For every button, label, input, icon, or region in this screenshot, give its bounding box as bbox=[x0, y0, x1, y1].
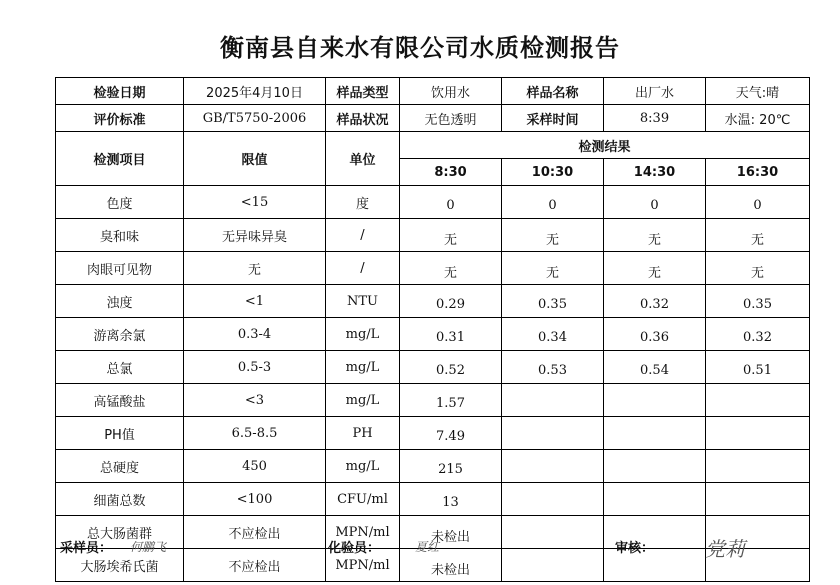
cell-limit: 0.3-4 bbox=[184, 318, 326, 351]
cell-item: 总硬度 bbox=[56, 450, 184, 483]
cell-unit: PH bbox=[326, 417, 400, 450]
cell-result: 无 bbox=[400, 219, 502, 252]
report-table bbox=[55, 77, 810, 582]
cell-item: 大肠埃希氏菌 bbox=[56, 549, 184, 582]
cell-result bbox=[502, 384, 604, 417]
cell-result bbox=[604, 417, 706, 450]
cell-result: 未检出 bbox=[400, 516, 502, 549]
value-sample-condition: 无色透明 bbox=[400, 105, 502, 132]
tester-label: 化验员： bbox=[328, 541, 381, 556]
cell-item: 总氯 bbox=[56, 351, 184, 384]
cell-item: 高锰酸盐 bbox=[56, 384, 184, 417]
cell-item: 总大肠菌群 bbox=[56, 516, 184, 549]
cell-item: 细菌总数 bbox=[56, 483, 184, 516]
cell-item: PH值 bbox=[56, 417, 184, 450]
cell-result: 0.54 bbox=[604, 351, 706, 384]
table-row bbox=[56, 252, 810, 285]
table-row bbox=[56, 450, 810, 483]
cell-result bbox=[502, 450, 604, 483]
value-standard: GB/T5750-2006 bbox=[184, 105, 326, 132]
cell-result bbox=[706, 483, 810, 516]
cell-result: 0 bbox=[706, 186, 810, 219]
cell-result: 1.57 bbox=[400, 384, 502, 417]
value-sample-name: 出厂水 bbox=[604, 78, 706, 105]
cell-limit: 无异味异臭 bbox=[184, 219, 326, 252]
cell-result: 0.52 bbox=[400, 351, 502, 384]
table-row bbox=[56, 285, 810, 318]
cell-unit: MPN/ml bbox=[326, 516, 400, 549]
label-sampling-time: 采样时间 bbox=[502, 105, 604, 132]
report-title: 衡南县自来水有限公司水质检测报告 bbox=[220, 34, 620, 62]
sampler-signature: 何鹏飞 bbox=[130, 540, 167, 554]
cell-limit: 450 bbox=[184, 450, 326, 483]
cell-result: 0.35 bbox=[706, 285, 810, 318]
cell-result bbox=[706, 450, 810, 483]
table-row bbox=[56, 351, 810, 384]
label-standard: 评价标准 bbox=[56, 105, 184, 132]
cell-unit: CFU/ml bbox=[326, 483, 400, 516]
table-row bbox=[56, 384, 810, 417]
value-sample-type: 饮用水 bbox=[400, 78, 502, 105]
value-sampling-time: 8:39 bbox=[604, 105, 706, 132]
cell-unit: MPN/ml bbox=[326, 549, 400, 582]
cell-result: 0.34 bbox=[502, 318, 604, 351]
cell-item: 浊度 bbox=[56, 285, 184, 318]
cell-limit: <1 bbox=[184, 285, 326, 318]
cell-limit: 不应检出 bbox=[184, 516, 326, 549]
cell-result: 0.31 bbox=[400, 318, 502, 351]
col-header-time-1: 8:30 bbox=[400, 159, 502, 186]
cell-result bbox=[604, 384, 706, 417]
value-weather: 天气:晴 bbox=[706, 78, 810, 105]
cell-unit: / bbox=[326, 252, 400, 285]
reviewer-label: 审核： bbox=[615, 541, 655, 556]
tester-signature: 夏红 bbox=[415, 540, 440, 554]
value-test-date: 2025年4月10日 bbox=[184, 78, 326, 105]
cell-result bbox=[604, 450, 706, 483]
cell-unit: mg/L bbox=[326, 318, 400, 351]
cell-result: 0 bbox=[502, 186, 604, 219]
cell-result bbox=[502, 483, 604, 516]
cell-result: 无 bbox=[604, 252, 706, 285]
cell-result: 0.51 bbox=[706, 351, 810, 384]
cell-result: 无 bbox=[706, 219, 810, 252]
cell-result bbox=[604, 483, 706, 516]
cell-result: 无 bbox=[400, 252, 502, 285]
col-header-results: 检测结果 bbox=[400, 132, 810, 159]
cell-result: 无 bbox=[502, 252, 604, 285]
table-row bbox=[56, 417, 810, 450]
cell-unit: 度 bbox=[326, 186, 400, 219]
cell-result: 0 bbox=[604, 186, 706, 219]
cell-item: 色度 bbox=[56, 186, 184, 219]
cell-result: 0.32 bbox=[706, 318, 810, 351]
col-header-limit: 限值 bbox=[184, 132, 326, 186]
cell-limit: 不应检出 bbox=[184, 549, 326, 582]
cell-result: 13 bbox=[400, 483, 502, 516]
cell-limit: <3 bbox=[184, 384, 326, 417]
cell-result bbox=[502, 417, 604, 450]
table-row bbox=[56, 483, 810, 516]
sampler-label: 采样员： bbox=[60, 541, 113, 556]
col-header-time-3: 14:30 bbox=[604, 159, 706, 186]
cell-limit: <15 bbox=[184, 186, 326, 219]
cell-result: 0.35 bbox=[502, 285, 604, 318]
table-row bbox=[56, 186, 810, 219]
label-sample-condition: 样品状况 bbox=[326, 105, 400, 132]
cell-result: 0.36 bbox=[604, 318, 706, 351]
header-row-1 bbox=[56, 78, 810, 105]
label-sample-type: 样品类型 bbox=[326, 78, 400, 105]
cell-result: 0.53 bbox=[502, 351, 604, 384]
cell-unit: mg/L bbox=[326, 450, 400, 483]
columns-row-1 bbox=[56, 132, 810, 159]
cell-item: 游离余氯 bbox=[56, 318, 184, 351]
cell-limit: 0.5-3 bbox=[184, 351, 326, 384]
cell-result: 无 bbox=[706, 252, 810, 285]
cell-item: 臭和味 bbox=[56, 219, 184, 252]
cell-item: 肉眼可见物 bbox=[56, 252, 184, 285]
table-row bbox=[56, 219, 810, 252]
cell-unit: / bbox=[326, 219, 400, 252]
reviewer-signature: 党莉 bbox=[705, 537, 745, 561]
cell-result: 0.32 bbox=[604, 285, 706, 318]
cell-limit: 无 bbox=[184, 252, 326, 285]
cell-result: 0.29 bbox=[400, 285, 502, 318]
label-sample-name: 样品名称 bbox=[502, 78, 604, 105]
table-row bbox=[56, 318, 810, 351]
cell-limit: <100 bbox=[184, 483, 326, 516]
col-header-time-2: 10:30 bbox=[502, 159, 604, 186]
col-header-time-4: 16:30 bbox=[706, 159, 810, 186]
label-test-date: 检验日期 bbox=[56, 78, 184, 105]
col-header-item: 检测项目 bbox=[56, 132, 184, 186]
cell-result bbox=[706, 417, 810, 450]
header-row-2 bbox=[56, 105, 810, 132]
cell-result: 7.49 bbox=[400, 417, 502, 450]
cell-result bbox=[706, 384, 810, 417]
cell-result: 未检出 bbox=[400, 549, 502, 582]
cell-limit: 6.5-8.5 bbox=[184, 417, 326, 450]
value-water-temp: 水温: 20℃ bbox=[706, 105, 810, 132]
cell-unit: mg/L bbox=[326, 351, 400, 384]
cell-unit: NTU bbox=[326, 285, 400, 318]
cell-result: 215 bbox=[400, 450, 502, 483]
cell-result: 无 bbox=[604, 219, 706, 252]
cell-result: 无 bbox=[502, 219, 604, 252]
col-header-unit: 单位 bbox=[326, 132, 400, 186]
signature-footer bbox=[0, 533, 840, 563]
cell-result: 0 bbox=[400, 186, 502, 219]
cell-unit: mg/L bbox=[326, 384, 400, 417]
